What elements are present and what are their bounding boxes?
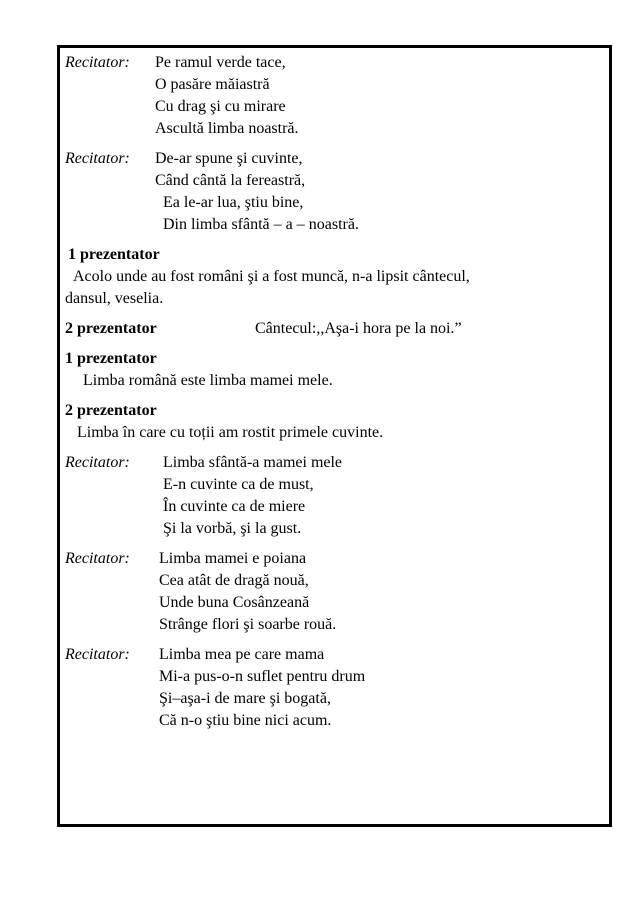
verse-block-5	[65, 644, 605, 732]
presenter-heading: 1 prezentator	[65, 350, 157, 367]
presenter-text: Acolo unde au fost români şi a fost muncă, n-a lipsit cântecul,	[73, 268, 470, 285]
verse-line: De-ar spune şi cuvinte,	[155, 150, 303, 167]
verse-lines	[159, 644, 365, 732]
verse-line: Din limba sfântă – a – noastră.	[163, 216, 359, 233]
verse-line: Unde buna Cosânzeană	[159, 594, 310, 611]
presenter-block-2	[65, 318, 605, 340]
verse-line: Limba mea pe care mama	[159, 646, 325, 663]
verse-lines	[155, 148, 359, 236]
verse-line: Ea le-ar lua, ştiu bine,	[163, 194, 304, 211]
verse-lines	[159, 548, 336, 636]
verse-block-2	[65, 148, 605, 236]
verse-line: E-n cuvinte ca de must,	[163, 476, 314, 493]
verse-line: Pe ramul verde tace,	[155, 54, 286, 71]
verse-line: Limba mamei e poiana	[159, 550, 307, 567]
verse-lines	[163, 452, 342, 540]
presenter-text: Limba în care cu toții am rostit primele cuvinte.	[77, 424, 384, 441]
verse-line: Ascultă limba noastră.	[155, 120, 299, 137]
presenter-block-1	[65, 244, 605, 310]
presenter-heading: 1 prezentator	[68, 246, 160, 263]
verse-block-3	[65, 452, 605, 540]
verse-block-4	[65, 548, 605, 636]
presenter-heading: 2 prezentator	[65, 320, 157, 337]
speaker-label: Recitator:	[65, 646, 130, 663]
speaker-label: Recitator:	[65, 150, 130, 167]
verse-line: Şi la vorbă, şi la gust.	[163, 520, 302, 537]
verse-line: O pasăre măiastră	[155, 76, 270, 93]
verse-line: În cuvinte ca de miere	[163, 498, 306, 515]
verse-line: Cea atât de dragă nouă,	[159, 572, 309, 589]
verse-line: Cu drag şi cu mirare	[155, 98, 286, 115]
document-body	[65, 52, 605, 732]
verse-line: Strânge flori şi soarbe rouă.	[159, 616, 337, 633]
presenter-block-3	[65, 348, 605, 392]
speaker-label: Recitator:	[65, 454, 130, 471]
verse-line: Când cântă la fereastră,	[155, 172, 306, 189]
presenter-text: Cântecul:,,Aşa-i hora pe la noi.”	[255, 320, 462, 337]
presenter-block-4	[65, 400, 605, 444]
verse-block-1	[65, 52, 605, 140]
verse-lines	[155, 52, 299, 140]
verse-line: Mi-a pus-o-n suflet pentru drum	[159, 668, 366, 685]
speaker-label: Recitator:	[65, 54, 130, 71]
presenter-text: dansul, veselia.	[65, 290, 164, 307]
presenter-text: Limba română este limba mamei mele.	[83, 372, 333, 389]
verse-line: Limba sfântă-a mamei mele	[163, 454, 343, 471]
verse-line: Şi–aşa-i de mare şi bogată,	[159, 690, 331, 707]
presenter-heading: 2 prezentator	[65, 402, 157, 419]
verse-line: Că n-o ştiu bine nici acum.	[159, 712, 332, 729]
speaker-label: Recitator:	[65, 550, 130, 567]
